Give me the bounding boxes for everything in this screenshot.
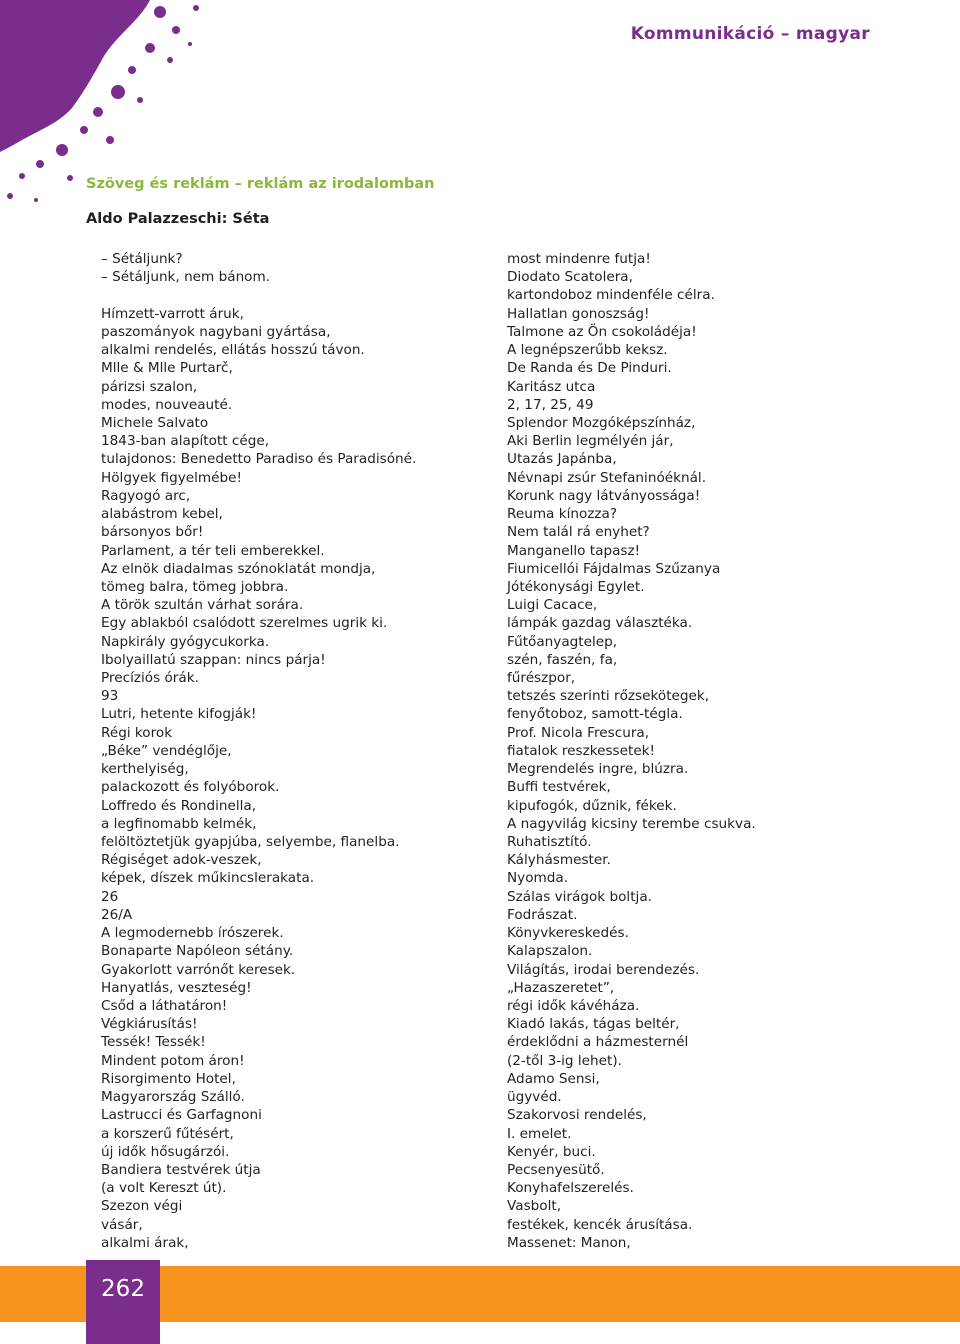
poem-line: Buffi testvérek, — [507, 779, 611, 796]
paint-splash-drop — [145, 43, 155, 53]
poem-line: Mindent potom áron! — [101, 1052, 245, 1069]
poem-line: érdeklődni a házmesternél — [507, 1034, 689, 1051]
poem-line: felöltöztetjük gyapjúba, selyembe, flanelba. — [101, 834, 400, 850]
poem-line: (2-től 3-ig lehet). — [507, 1052, 622, 1069]
paint-splash-drop — [111, 85, 125, 99]
poem-line: Kályhásmester. — [507, 852, 611, 869]
poem-line: tetszés szerinti rőzsekötegek, — [507, 688, 710, 705]
poem-line: Régiséget adok-veszek, — [101, 852, 262, 869]
poem-line: a korszerű fűtésért, — [101, 1125, 234, 1142]
poem-line: palackozott és folyóborok. — [101, 779, 280, 796]
poem-line: Ragyogó arc, — [101, 487, 191, 504]
poem-line: kartondoboz mindenféle célra. — [507, 287, 715, 304]
poem-line: szén, faszén, fa, — [507, 651, 618, 668]
poem-line: Adamo Sensi, — [507, 1070, 600, 1087]
poem-line: Reuma kínozza? — [507, 506, 618, 523]
poem-line: régi idők kávéháza. — [507, 997, 640, 1014]
poem-line: alkalmi árak, — [101, 1234, 189, 1251]
poem-line: Hímzett-varrott áruk, — [101, 305, 244, 322]
poem-line: Korunk nagy látványossága! — [507, 487, 701, 504]
poem-line: bársonyos bőr! — [101, 524, 204, 541]
paint-splash-drop — [167, 57, 173, 63]
poem-line: A török szultán várhat sorára. — [101, 597, 304, 614]
paint-splash-drop — [93, 107, 103, 117]
poem-line: – Sétáljunk, nem bánom. — [101, 269, 271, 286]
poem-line: új idők hősugárzói. — [101, 1143, 230, 1160]
poem-line: Hallatlan gonoszság! — [507, 305, 650, 322]
poem-line: Kenyér, buci. — [507, 1143, 596, 1160]
poem-line: Loffredo és Rondinella, — [101, 797, 257, 814]
paint-splash-drop — [154, 6, 166, 18]
poem-line: I. emelet. — [507, 1125, 572, 1142]
poem-line: Napkirály gyógycukorka. — [101, 633, 270, 650]
paint-splash-main — [0, 0, 150, 152]
poem-line: Manganello tapasz! — [507, 542, 641, 559]
poem-line: Karitász utca — [507, 378, 596, 395]
poem-line: Végkiárusítás! — [101, 1016, 198, 1033]
page-number-tab — [86, 1260, 160, 1344]
poem-line: Hanyatlás, veszteség! — [101, 979, 252, 996]
poem-line: modes, nouveauté. — [101, 396, 233, 413]
poem-line: Luigi Cacace, — [507, 597, 598, 614]
poem-line: Risorgimento Hotel, — [101, 1070, 236, 1087]
header-title: Kommunikáció – magyar — [630, 24, 870, 44]
poem-line: „Béke” vendéglője, — [101, 742, 232, 759]
poem-line: 1843-ban alapított cége, — [101, 433, 270, 450]
poem-line: fiatalok reszkessetek! — [507, 742, 656, 759]
poem-line: Névnapi zsúr Stefaninóéknál. — [507, 469, 707, 486]
paint-splash-drop — [67, 175, 73, 181]
poem-line: Massenet: Manon, — [507, 1234, 631, 1251]
poem-line: Szálas virágok boltja. — [507, 888, 652, 905]
poem-line: vásár, — [101, 1216, 143, 1233]
poem-line: Lutri, hetente kifogják! — [101, 706, 257, 723]
poem-line: Prof. Nicola Frescura, — [507, 724, 650, 741]
poem-line: kerthelyiség, — [101, 761, 189, 778]
poem-line: A legnépszerűbb keksz. — [507, 342, 668, 359]
poem-line: festékek, kencék árusítása. — [507, 1216, 693, 1233]
paint-splash-drop — [188, 42, 192, 46]
poem-line: Aki Berlin legmélyén jár, — [507, 433, 674, 450]
poem-line: – Sétáljunk? — [101, 251, 183, 267]
poem-line: Könyvkereskedés. — [507, 925, 629, 942]
poem-line: A legmodernebb írószerek. — [101, 925, 284, 942]
poem-line: Szakorvosi rendelés, — [507, 1107, 647, 1124]
poem-line: Talmone az Ön csokoládéja! — [507, 323, 697, 340]
poem-line: „Hazaszeretet”, — [507, 979, 615, 996]
poem-line: Egy ablakból csalódott szerelmes ugrik ki. — [101, 615, 388, 632]
page-number: 262 — [101, 1276, 145, 1302]
poem-line: 93 — [101, 688, 119, 705]
paint-splash-drop — [7, 193, 13, 199]
paint-splash-drop — [106, 136, 114, 144]
poem-line: alabástrom kebel, — [101, 506, 223, 523]
poem-line: Ibolyaillatú szappan: nincs párja! — [101, 651, 326, 668]
poem-line: De Randa és De Pinduri. — [507, 360, 672, 377]
poem-line: párizsi szalon, — [101, 378, 198, 395]
poem-line: fenyőtoboz, samott-tégla. — [507, 706, 683, 723]
poem-line: a legfinomabb kelmék, — [101, 815, 257, 832]
poem-line: Az elnök diadalmas szónoklatát mondja, — [101, 560, 376, 577]
paint-splash-drop — [19, 173, 25, 179]
poem-line: Lastrucci és Garfagnoni — [101, 1107, 262, 1124]
paint-splash-drop — [80, 126, 88, 134]
work-title: Aldo Palazzeschi: Séta — [86, 211, 270, 227]
poem-line: 26/A — [101, 906, 133, 923]
poem-line: Precíziós órák. — [101, 670, 199, 687]
poem-line: Parlament, a tér teli emberekkel. — [101, 542, 325, 559]
poem-line: Pecsenyesütő. — [507, 1161, 605, 1178]
poem-line: Csőd a láthatáron! — [101, 997, 228, 1014]
poem-line: kipufogók, dűznik, fékek. — [507, 797, 677, 814]
poem-line: Nyomda. — [507, 870, 569, 887]
paint-splash-drop — [128, 66, 136, 74]
poem-line: (a volt Kereszt út). — [101, 1180, 227, 1197]
poem-line: Splendor Mozgóképszínház, — [507, 414, 696, 431]
poem-left-column — [101, 250, 461, 1252]
poem-line: Megrendelés ingre, blúzra. — [507, 761, 689, 778]
paint-splash-drop — [137, 97, 143, 103]
poem-line: Tessék! Tessék! — [101, 1034, 206, 1051]
poem-line: Vasbolt, — [507, 1198, 562, 1215]
poem-line: Nem talál rá enyhet? — [507, 524, 650, 541]
poem-line: Világítás, irodai berendezés. — [507, 961, 700, 978]
poem-line: Gyakorlott varrónőt keresek. — [101, 961, 296, 978]
poem-line: Hölgyek figyelmébe! — [101, 469, 242, 486]
poem-line: A nagyvilág kicsiny terembe csukva. — [507, 815, 756, 832]
poem-line: Jótékonysági Egylet. — [507, 578, 645, 595]
poem-line: Kalapszalon. — [507, 943, 593, 960]
poem-line: Bandiera testvérek útja — [101, 1161, 261, 1178]
poem-line: 2, 17, 25, 49 — [507, 396, 594, 413]
paint-splash-drop — [36, 160, 44, 168]
poem-line: fűrészpor, — [507, 670, 576, 687]
section-title: Szöveg és reklám – reklám az irodalomban — [86, 176, 435, 192]
poem-line: Kiadó lakás, tágas beltér, — [507, 1016, 680, 1033]
poem-line: Fiumicellói Fájdalmas Szűzanya — [507, 560, 721, 577]
poem-line: alkalmi rendelés, ellátás hosszú távon. — [101, 342, 365, 359]
poem-line: képek, díszek műkincslerakata. — [101, 870, 315, 887]
poem-line: Bonaparte Napóleon sétány. — [101, 943, 294, 960]
poem-line: lámpák gazdag választéka. — [507, 615, 693, 632]
poem-line: Fűtőanyagtelep, — [507, 633, 618, 650]
poem-right-column — [507, 250, 847, 1252]
poem-line — [101, 286, 461, 304]
poem-line: ügyvéd. — [507, 1089, 562, 1106]
poem-line: 26 — [101, 888, 119, 905]
poem-line: Ruhatisztító. — [507, 834, 592, 850]
poem-line: Szezon végi — [101, 1198, 183, 1215]
poem-line: Mlle & Mlle Purtarč, — [101, 360, 233, 377]
poem-line: Michele Salvato — [101, 414, 209, 431]
poem-line: Utazás Japánba, — [507, 451, 617, 468]
poem-line: Diodato Scatolera, — [507, 269, 633, 286]
poem-line: tulajdonos: Benedetto Paradiso és Paradisóné. — [101, 451, 417, 468]
paint-splash-drop — [34, 198, 38, 202]
paint-splash-drop — [56, 144, 68, 156]
poem-line: tömeg balra, tömeg jobbra. — [101, 578, 289, 595]
poem-line: Fodrászat. — [507, 906, 578, 923]
poem-line: Konyhafelszerelés. — [507, 1180, 634, 1197]
paint-splash-drop — [172, 26, 180, 34]
poem-line: Régi korok — [101, 724, 173, 741]
poem-line: Magyarország Szálló. — [101, 1089, 245, 1106]
poem-line: most mindenre futja! — [507, 251, 651, 267]
poem-line: paszományok nagybani gyártása, — [101, 323, 331, 340]
paint-splash-drop — [193, 5, 199, 11]
